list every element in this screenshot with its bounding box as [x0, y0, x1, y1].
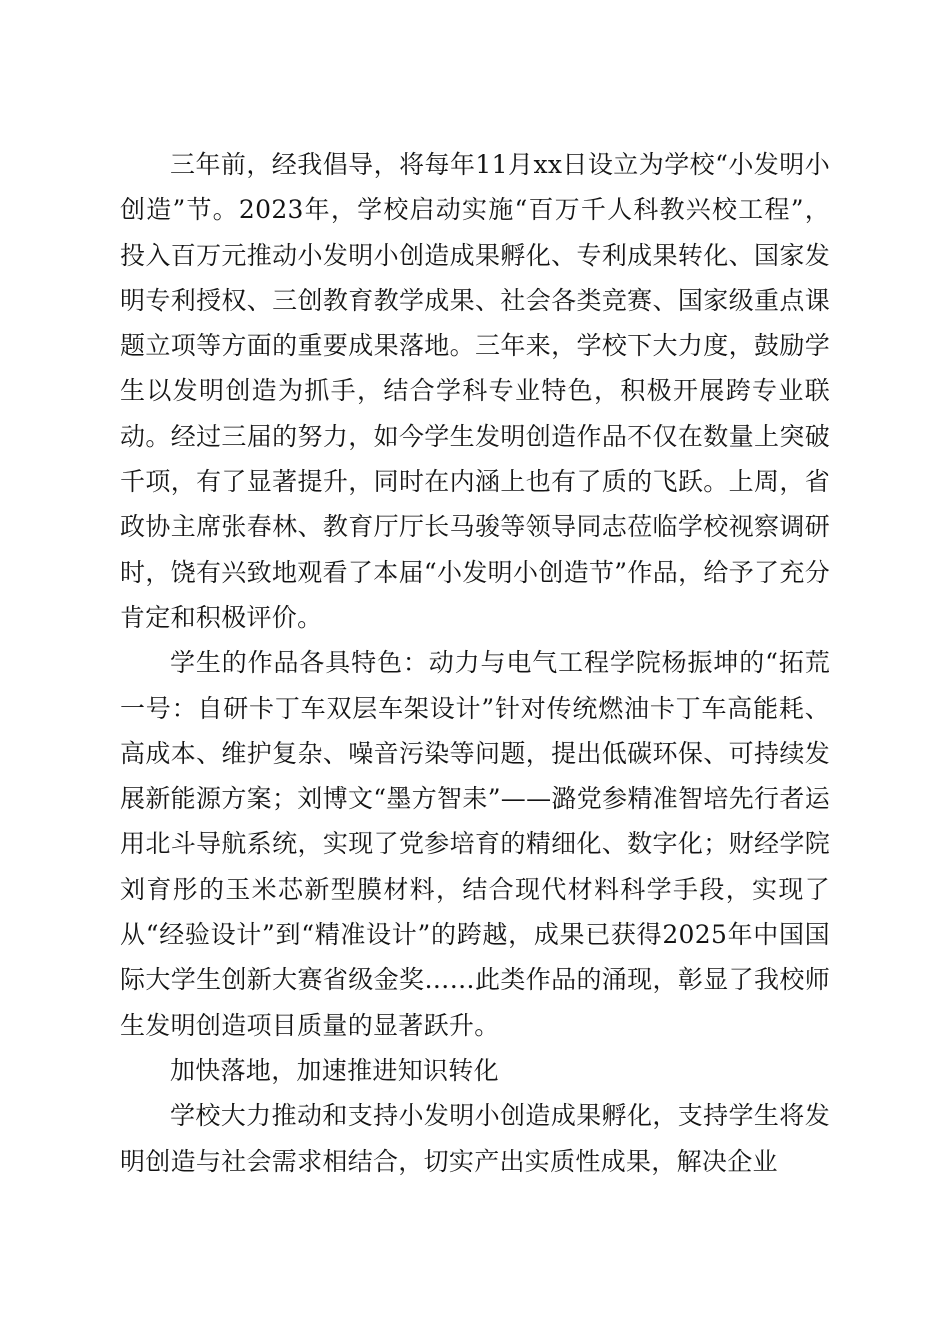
paragraph-student-works: 学生的作品各具特色：动力与电气工程学院杨振坤的“拓荒一号：自研卡丁车双层车架设计”针对传统燃油卡丁车高能耗、高成本、维护复杂、噪音污染等问题，提出低碳环保、可持续发展新能源方案；刘博文“墨方智耒”——潞党参精准智培先行者运用北斗导航系统，实现了党参培育的精细化、数字化；财经学院刘育彤的玉米芯新型膜材料，结合现代材料科学手段，实现了从“经验设计”到“精准设计”的跨越，成果已获得2025年中国国际大学生创新大赛省级金奖……此类作品的涌现，彰显了我校师生发明创造项目质量的显著跃升。	[120, 648, 830, 1040]
document-body	[120, 142, 830, 1184]
section-heading-knowledge-transfer: 加快落地，加速推进知识转化	[170, 1055, 499, 1085]
paragraph-incubation: 学校大力推动和支持小发明小创造成果孵化，支持学生将发明创造与社会需求相结合，切实产出实质性成果，解决企业	[120, 1101, 830, 1176]
paragraph-invention-festival: 三年前，经我倡导，将每年11月xx日设立为学校“小发明小创造”节。2023年，学校启动实施“百万千人科教兴校工程”，投入百万元推动小发明小创造成果孵化、专利成果转化、国家发明专利授权、三创教育教学成果、社会各类竞赛、国家级重点课题立项等方面的重要成果落地。三年来，学校下大力度，鼓励学生以发明创造为抓手，结合学科专业特色，积极开展跨专业联动。经过三届的努力，如今学生发明创造作品不仅在数量上突破千项，有了显著提升，同时在内涵上也有了质的飞跃。上周，省政协主席张春林、教育厅厅长马骏等领导同志莅临学校视察调研时，饶有兴致地观看了本届“小发明小创造节”作品，给予了充分肯定和积极评价。	[120, 150, 830, 632]
